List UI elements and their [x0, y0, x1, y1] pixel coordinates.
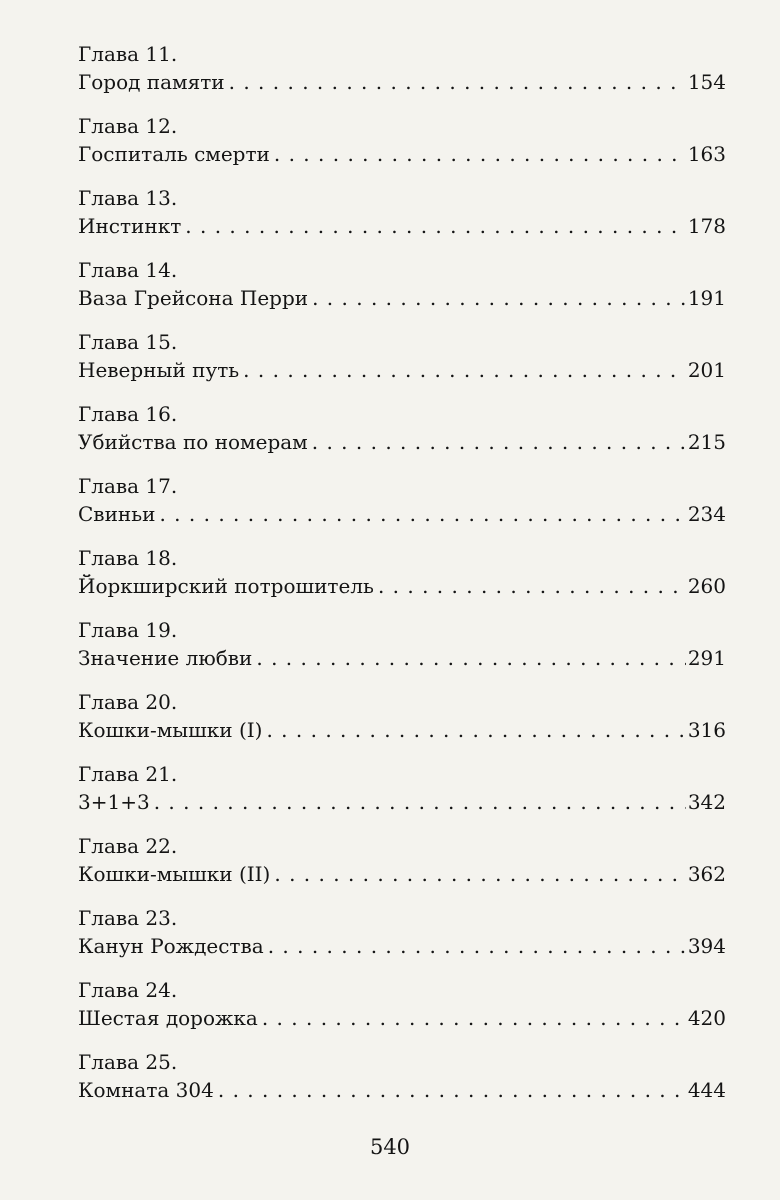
toc-line: [78, 1076, 726, 1106]
chapter-title: Кошки-мышки (I): [78, 718, 263, 742]
chapter-number: Глава 22.: [78, 834, 178, 858]
chapter-number: Глава 13.: [78, 186, 178, 210]
chapter-title: Комната 304: [78, 1078, 214, 1102]
toc-entry: [78, 256, 726, 328]
toc-entry: [78, 40, 726, 112]
chapter-title: Шестая дорожка: [78, 1006, 258, 1030]
dot-leader: [154, 788, 686, 816]
toc-line: [78, 140, 726, 170]
toc-entry: [78, 760, 726, 832]
dot-leader: [268, 932, 686, 960]
chapter-page: 178: [687, 214, 726, 238]
chapter-title: Инстинкт: [78, 214, 182, 238]
toc-line: [78, 788, 726, 818]
toc-line: [78, 644, 726, 674]
toc-entry: [78, 1048, 726, 1120]
page-number: 540: [369, 1135, 411, 1159]
toc-entry: [78, 832, 726, 904]
toc-entry: [78, 616, 726, 688]
chapter-number: Глава 24.: [78, 978, 178, 1002]
chapter-page: 342: [687, 790, 726, 814]
toc-line: [78, 1004, 726, 1034]
chapter-page: 362: [687, 862, 726, 886]
chapter-title: Ваза Грейсона Перри: [78, 286, 309, 310]
chapter-number: Глава 25.: [78, 1050, 178, 1074]
chapter-number: Глава 15.: [78, 330, 178, 354]
chapter-title: Убийства по номерам: [78, 430, 308, 454]
chapter-page: 316: [687, 718, 726, 742]
dot-leader: [229, 68, 686, 96]
chapter-title: Неверный путь: [78, 358, 240, 382]
toc-entry: [78, 112, 726, 184]
chapter-page: 444: [687, 1078, 726, 1102]
chapter-number: Глава 14.: [78, 258, 178, 282]
chapter-number: Глава 17.: [78, 474, 178, 498]
toc-entry: [78, 184, 726, 256]
dot-leader: [159, 500, 685, 528]
chapter-number: Глава 12.: [78, 114, 178, 138]
toc-line: [78, 932, 726, 962]
chapter-number: Глава 19.: [78, 618, 178, 642]
chapter-title: Свиньи: [78, 502, 156, 526]
chapter-page: 191: [687, 286, 726, 310]
toc-entry: [78, 472, 726, 544]
chapter-page: 154: [687, 70, 726, 94]
dot-leader: [266, 716, 685, 744]
chapter-number: Глава 23.: [78, 906, 178, 930]
dot-leader: [274, 140, 686, 168]
chapter-number: Глава 11.: [78, 42, 178, 66]
toc-line: [78, 284, 726, 314]
chapter-title: Канун Рождества: [78, 934, 264, 958]
toc-entry: [78, 400, 726, 472]
dot-leader: [256, 644, 685, 672]
dot-leader: [218, 1076, 686, 1104]
dot-leader: [274, 860, 685, 888]
chapter-number: Глава 20.: [78, 690, 178, 714]
dot-leader: [262, 1004, 686, 1032]
chapter-number: Глава 18.: [78, 546, 178, 570]
toc-line: [78, 68, 726, 98]
chapter-page: 201: [687, 358, 726, 382]
chapter-title: 3+1+3: [78, 790, 150, 814]
toc-entry: [78, 544, 726, 616]
table-of-contents: [78, 40, 726, 1120]
dot-leader: [312, 428, 686, 456]
chapter-page: 234: [687, 502, 726, 526]
chapter-page: 163: [687, 142, 726, 166]
chapter-page: 420: [687, 1006, 726, 1030]
chapter-title: Город памяти: [78, 70, 225, 94]
chapter-number: Глава 16.: [78, 402, 178, 426]
chapter-page: 291: [687, 646, 726, 670]
chapter-title: Йоркширский потрошитель: [78, 574, 374, 598]
dot-leader: [378, 572, 686, 600]
toc-line: [78, 500, 726, 530]
toc-line: [78, 356, 726, 386]
toc-line: [78, 212, 726, 242]
dot-leader: [312, 284, 686, 312]
toc-line: [78, 428, 726, 458]
chapter-page: 394: [687, 934, 726, 958]
chapter-title: Значение любви: [78, 646, 253, 670]
toc-line: [78, 716, 726, 746]
toc-entry: [78, 904, 726, 976]
toc-line: [78, 572, 726, 602]
toc-entry: [78, 976, 726, 1048]
chapter-title: Госпиталь смерти: [78, 142, 270, 166]
chapter-number: Глава 21.: [78, 762, 178, 786]
chapter-page: 260: [687, 574, 726, 598]
dot-leader: [185, 212, 686, 240]
toc-line: [78, 860, 726, 890]
chapter-page: 215: [687, 430, 726, 454]
toc-entry: [78, 328, 726, 400]
toc-entry: [78, 688, 726, 760]
dot-leader: [243, 356, 686, 384]
chapter-title: Кошки-мышки (II): [78, 862, 271, 886]
